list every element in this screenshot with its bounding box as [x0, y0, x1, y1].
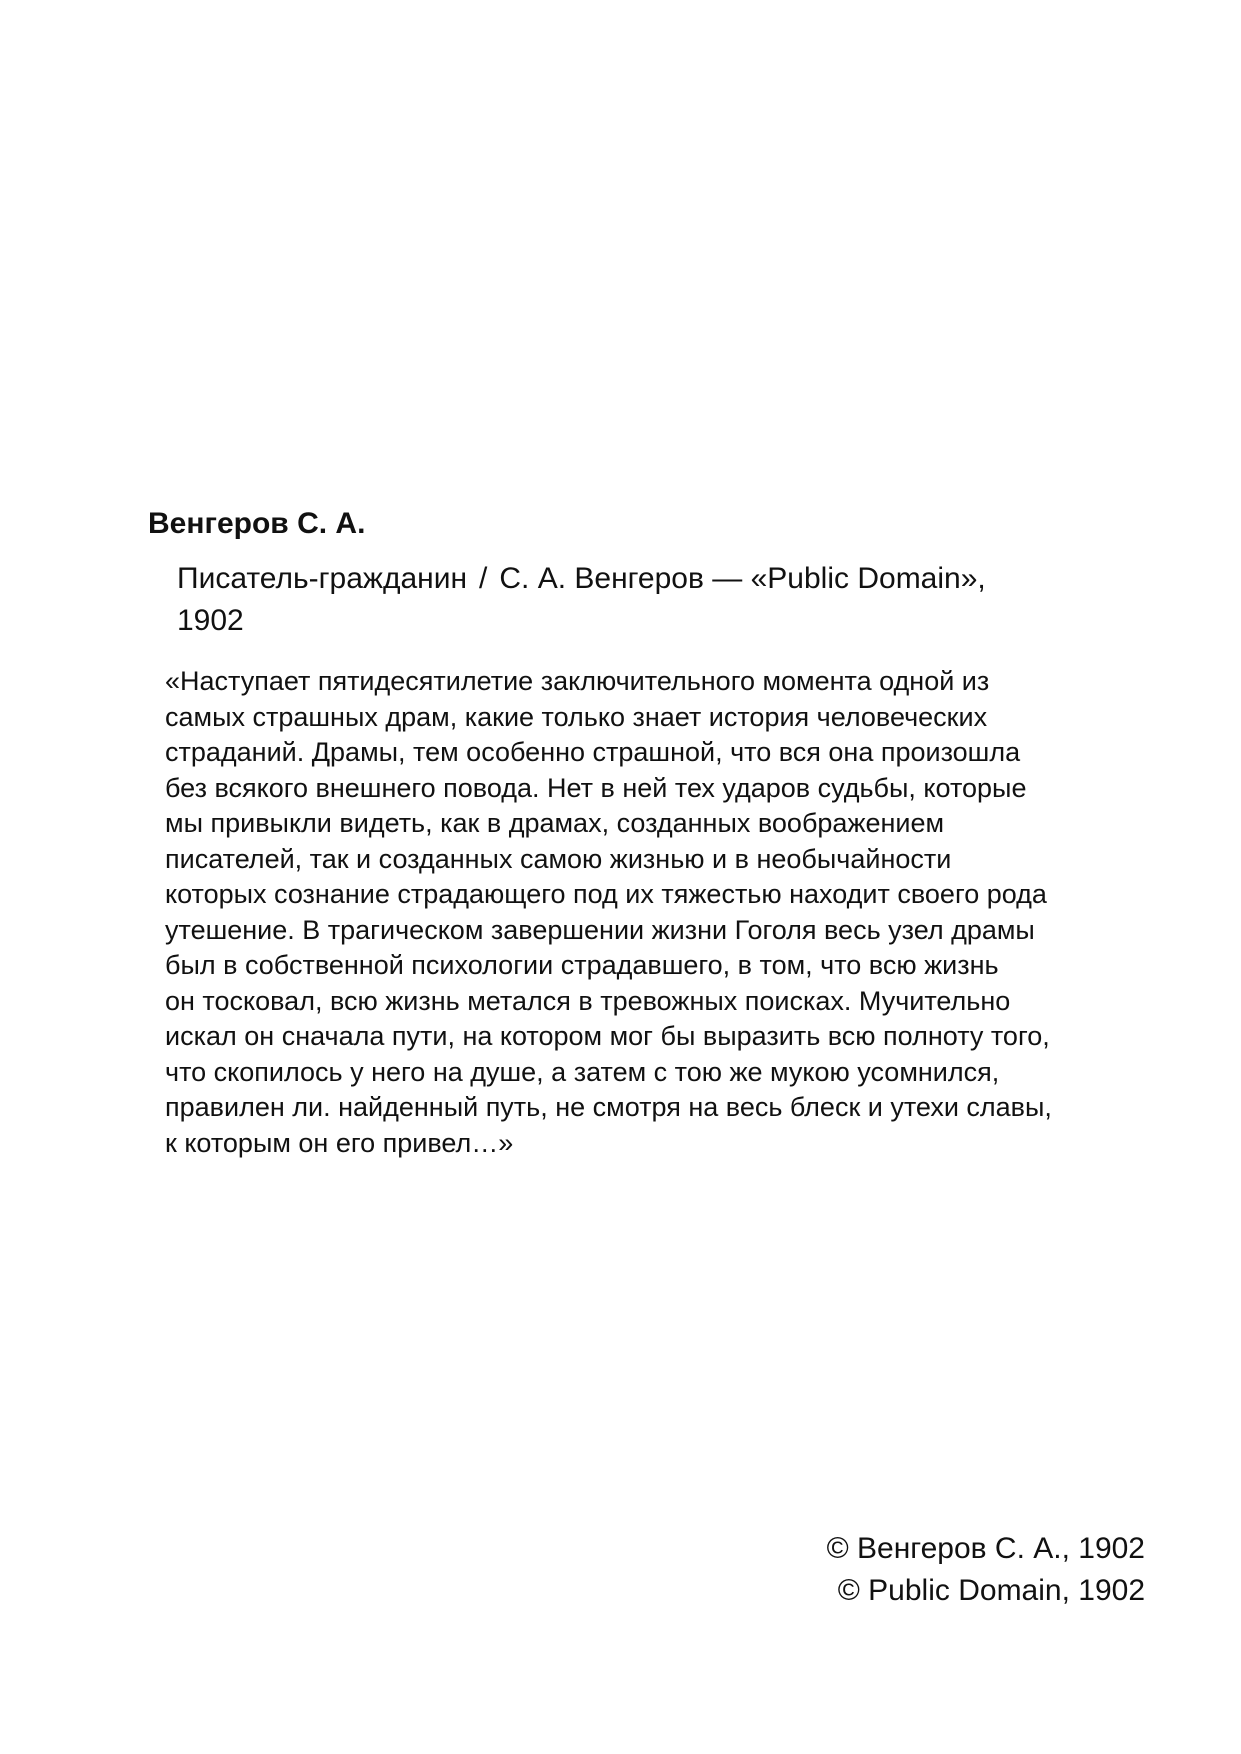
- author-heading: Венгеров С. А.: [148, 507, 366, 540]
- annotation-line: самых страшных драм, какие только знает история человеческих: [165, 701, 988, 732]
- annotation-line: к которым он его привел…»: [165, 1127, 514, 1158]
- annotation-line: мы привыкли видеть, как в драмах, созданных воображением: [165, 808, 945, 838]
- title-separator: /: [479, 562, 488, 595]
- statement-of-responsibility: С. А. Венгеров —: [499, 562, 743, 595]
- annotation-line: без всякого внешнего повода. Нет в ней тех ударов судьбы, которые: [165, 772, 1027, 803]
- bibliographic-line: [177, 558, 1157, 642]
- publication-year: 1902: [177, 604, 244, 637]
- annotation-line: «Наступает пятидесятилетие заключительного момента одной из: [165, 666, 990, 696]
- copyright-author: © Венгеров С. А., 1902: [826, 1532, 1145, 1565]
- annotation-text: [165, 664, 1165, 1161]
- book-title: Писатель-гражданин: [177, 562, 468, 595]
- annotation-line: что скопилось у него на душе, а затем с тою же мукою усомнился,: [165, 1056, 1000, 1087]
- annotation-line: писателей, так и созданных самою жизнью и в необычайности: [165, 843, 952, 874]
- copyright-publisher: © Public Domain, 1902: [837, 1574, 1145, 1607]
- copyright-block: [827, 1528, 1145, 1612]
- annotation-line: утешение. В трагическом завершении жизни Гоголя весь узел драмы: [165, 914, 1035, 945]
- annotation-line: был в собственной психологии страдавшего, в том, что всю жизнь: [165, 950, 999, 980]
- annotation-line: страданий. Драмы, тем особенно страшной, что вся она произошла: [165, 737, 1021, 767]
- annotation-line: которых сознание страдающего под их тяжестью находит своего рода: [165, 879, 1047, 909]
- annotation-line: правилен ли. найденный путь, не смотря на весь блеск и утехи славы,: [165, 1092, 1052, 1122]
- annotation-line: искал он сначала пути, на котором мог бы выразить всю полноту того,: [165, 1021, 1050, 1051]
- publisher: «Public Domain»,: [750, 562, 986, 595]
- annotation-line: он тосковал, всю жизнь метался в тревожных поисках. Мучительно: [165, 985, 1011, 1016]
